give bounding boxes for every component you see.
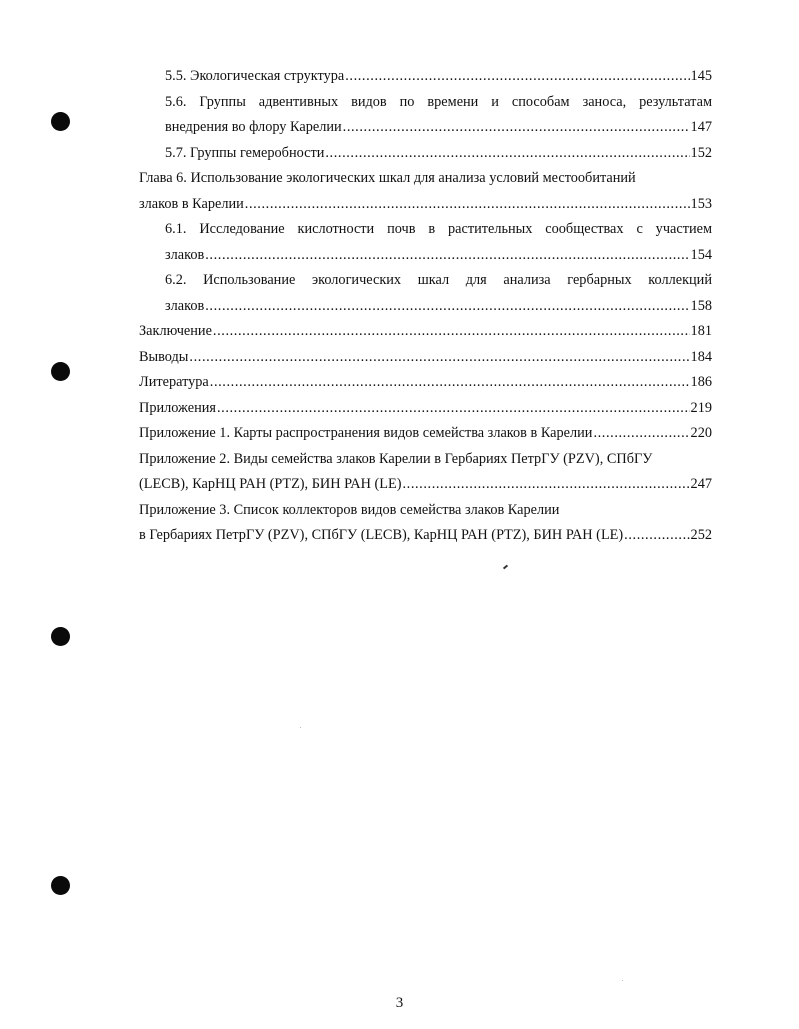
toc-entry-appendix-3-line1: Приложение 3. Список коллекторов видов семейства злаков Карелии (139, 502, 560, 518)
toc-entry-5-6 (165, 115, 712, 139)
toc-leader (345, 64, 689, 88)
toc-label: (LECB), КарНЦ РАН (PTZ), БИН РАН (LE) (139, 476, 402, 492)
toc-page: 145 (690, 68, 712, 84)
scan-speck (622, 980, 623, 981)
toc-label: Приложения (139, 400, 216, 416)
page-number: 3 (395, 995, 404, 1011)
binder-hole-3 (51, 627, 70, 646)
toc-page: 181 (690, 323, 712, 339)
toc-entry-appendix-2 (139, 472, 712, 496)
toc-page: 220 (690, 425, 712, 441)
toc-entry-literature (139, 370, 712, 394)
toc-page: 247 (690, 476, 712, 492)
toc-label: злаков в Карелии (139, 196, 244, 212)
toc-page: 154 (690, 247, 712, 263)
toc-entry-appendix-1 (139, 421, 712, 445)
toc-entry-appendix-2-line1: Приложение 2. Виды семейства злаков Карелии в Гербариях ПетрГУ (PZV), СПбГУ (139, 451, 653, 467)
toc-leader (402, 472, 689, 496)
toc-entry-5-6-line1: 5.6. Группы адвентивных видов по времени и способам заноса, результатам (165, 94, 712, 110)
toc-label: внедрения во флору Карелии (165, 119, 342, 135)
toc-label: Литература (139, 374, 209, 390)
toc-entry-chapter-6-line1: Глава 6. Использование экологических шкал для анализа условий местообитаний (139, 170, 636, 186)
toc-entry-5-5 (165, 64, 712, 88)
toc-leader (213, 319, 690, 343)
toc-page: 219 (690, 400, 712, 416)
toc-leader (624, 523, 689, 547)
toc-label: злаков (165, 298, 205, 314)
binder-hole-4 (51, 876, 70, 895)
toc-page: 158 (690, 298, 712, 314)
toc-page: 186 (690, 374, 712, 390)
scan-speck (300, 727, 301, 728)
stray-pen-mark (503, 565, 508, 570)
toc-leader (210, 370, 690, 394)
toc-entry-conclusion (139, 319, 712, 343)
toc-page: 147 (690, 119, 712, 135)
toc-page: 152 (690, 145, 712, 161)
toc-entry-chapter-6 (139, 192, 712, 216)
toc-label: Приложение 1. Карты распространения видов семейства злаков в Карелии (139, 425, 593, 441)
toc-label: Выводы (139, 349, 189, 365)
toc-page: 184 (690, 349, 712, 365)
toc-label: в Гербариях ПетрГУ (PZV), СПбГУ (LECB), КарНЦ РАН (PTZ), БИН РАН (LE) (139, 527, 624, 543)
toc-leader (325, 141, 689, 165)
toc-entry-6-1-line1: 6.1. Исследование кислотности почв в растительных сообществах с участием (165, 221, 712, 237)
toc-leader (205, 243, 689, 267)
toc-leader (593, 421, 689, 445)
toc-label: 5.5. Экологическая структура (165, 68, 345, 84)
toc-label: злаков (165, 247, 205, 263)
toc-entry-6-2-line1: 6.2. Использование экологических шкал для анализа гербарных коллекций (165, 272, 712, 288)
toc-page: 252 (690, 527, 712, 543)
toc-entry-appendices (139, 396, 712, 420)
toc-leader (189, 345, 689, 369)
toc-entry-6-2 (165, 294, 712, 318)
toc-label: 5.7. Группы гемеробности (165, 145, 325, 161)
binder-hole-1 (51, 112, 70, 131)
toc-leader (343, 115, 690, 139)
toc-leader (245, 192, 690, 216)
toc-entry-appendix-3 (139, 523, 712, 547)
toc-entry-5-7 (165, 141, 712, 165)
toc-leader (217, 396, 690, 420)
toc-page: 153 (690, 196, 712, 212)
toc-entry-6-1 (165, 243, 712, 267)
toc-entry-findings (139, 345, 712, 369)
toc-label: Заключение (139, 323, 212, 339)
binder-hole-2 (51, 362, 70, 381)
toc-leader (205, 294, 689, 318)
